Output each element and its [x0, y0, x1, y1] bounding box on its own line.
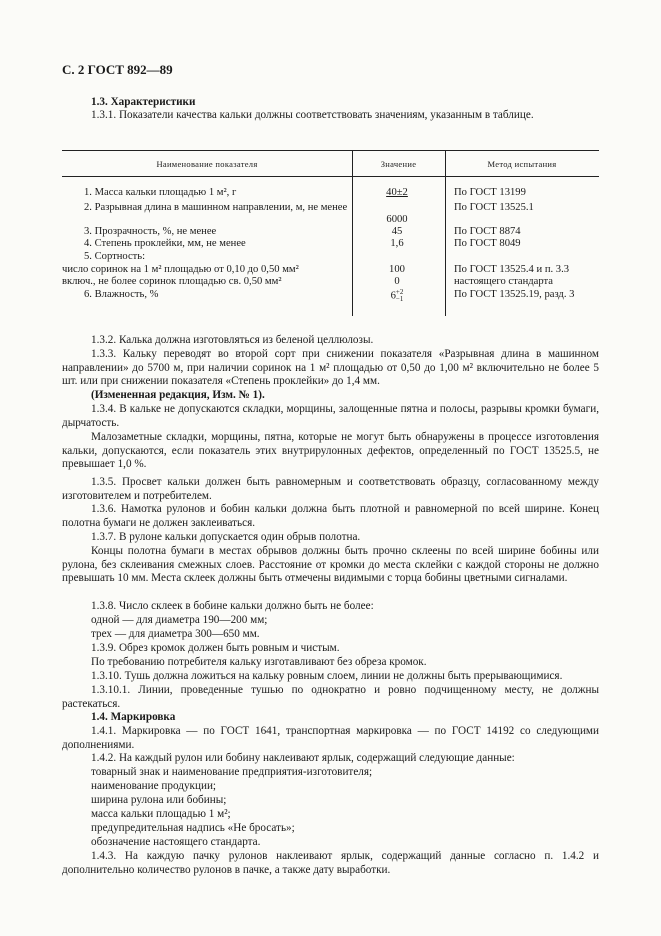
section-title-characteristics: 1.3. Характеристики [91, 96, 196, 108]
paragraph-1-3-1: 1.3.1. Показатели качества кальки должны соответствовать значениям, указанным в таблице. [91, 109, 534, 121]
paragraph-1-3-9-cont: По требованию потребителя кальку изготавливают без обреза кромок. [91, 656, 427, 668]
label-item: ширина рулона или бобины; [91, 794, 227, 806]
paragraph-1-3-7-cont: Концы полотна бумаги в местах обрывов должны быть прочно склеены по всей ширине бобины или рулона, без склеивания смежных слоев. Расстояние от кромки до места склейки с каждой стороны не должно превышать 10 мм. Места склеек должны быть отмечены видимыми с торца бобины цветными сигналами. [62, 545, 599, 585]
moisture-tolerance-minus: −1 [395, 295, 404, 303]
table-row-2-method: По ГОСТ 13525.1 [454, 202, 534, 213]
label-item: обозначение настоящего стандарта. [91, 836, 261, 848]
table-row-5b-method: настоящего стандарта [454, 276, 553, 287]
label-item: масса кальки площадью 1 м²; [91, 808, 231, 820]
table-header-method: Метод испытания [487, 159, 557, 169]
moisture-tolerance-plus: +2 [395, 288, 404, 296]
table-row-4-name: 4. Степень проклейки, мм, не менее [84, 238, 246, 249]
paragraph-1-3-9: 1.3.9. Обрез кромок должен быть ровным и чистым. [91, 642, 340, 654]
table-row-5a-name: число соринок на 1 м² площадью от 0,10 до 0,50 мм² [62, 264, 299, 275]
table-row-5-name: 5. Сортность: [84, 251, 146, 262]
table-row-1-value: 40±2 [386, 187, 408, 198]
table-header-value: Значение [380, 159, 417, 169]
paragraph-1-3-10-1: 1.3.10.1. Линии, проведенные тушью по однократно и ровно подчищенному месту, не должны растекаться. [62, 684, 599, 710]
table-row-5a-method: По ГОСТ 13525.4 и п. 3.3 [454, 264, 570, 275]
section-title-marking: 1.4. Маркировка [91, 711, 176, 723]
moisture-tolerance [396, 289, 403, 303]
paragraph-1-3-7: 1.3.7. В рулоне кальки допускается один обрыв полотна. [91, 531, 361, 543]
paragraph-1-4-2: 1.4.2. На каждый рулон или бобину наклеивают ярлык, содержащий следующие данные: [91, 752, 515, 764]
paragraph-1-3-4-cont: Малозаметные складки, морщины, пятна, которые не могут быть обнаружены в процессе изготовления кальки, допускаются, если показатель этих внутрирулонных дефектов, определенный по ГОСТ 13525.5, не превышает 1,0 %. [62, 431, 599, 471]
paragraph-1-3-5: 1.3.5. Просвет кальки должен быть равномерным и соответствовать образцу, согласованному между изготовителем и потребителем. [62, 476, 599, 502]
paragraph-1-3-8-a: одной — для диаметра 190—200 мм; [91, 614, 268, 626]
table-row-6-method: По ГОСТ 13525.19, разд. 3 [454, 289, 575, 300]
label-item: предупредительная надпись «Не бросать»; [91, 822, 295, 834]
paragraph-1-3-2: 1.3.2. Калька должна изготовляться из беленой целлюлозы. [91, 334, 374, 346]
table-row-3-name: 3. Прозрачность, %, не менее [84, 226, 217, 237]
paragraph-1-4-3: 1.4.3. На каждую пачку рулонов наклеивают ярлык, содержащий данные согласно п. 1.4.2 и дополнительно количество рулонов в пачке, а также дату выработки. [62, 850, 599, 876]
table-top-rule [62, 150, 599, 151]
table-col-divider [445, 150, 446, 316]
page-header: С. 2 ГОСТ 892—89 [62, 62, 173, 77]
table-row-6-value [352, 289, 442, 303]
table-row-5b-name: включ., не более соринок площадью св. 0,50 мм² [62, 276, 282, 287]
table-header-name: Наименование показателя [156, 159, 258, 169]
paragraph-1-3-8: 1.3.8. Число склеек в бобине кальки должно быть не более: [91, 600, 374, 612]
table-row-5b-value: 0 [394, 276, 400, 287]
table-row-2-name: 2. Разрывная длина в машинном направлении, м, не менее [84, 202, 348, 213]
paragraph-1-3-4: 1.3.4. В кальке не допускаются складки, морщины, залощенные пятна и полосы, разрывы кромки бумаги, дырчатость. [62, 403, 599, 429]
label-item: товарный знак и наименование предприятия-изготовителя; [91, 766, 373, 778]
table-header-rule [62, 176, 599, 177]
table-row-1-method: По ГОСТ 13199 [454, 187, 526, 198]
table-row-3-method: По ГОСТ 8874 [454, 226, 521, 237]
table-row-4-value: 1,6 [390, 238, 404, 249]
label-item: наименование продукции; [91, 780, 217, 792]
paragraph-1-4-1: 1.4.1. Маркировка — по ГОСТ 1641, транспортная маркировка — по ГОСТ 14192 со следующими дополнениями. [62, 725, 599, 751]
paragraph-1-3-8-b: трех — для диаметра 300—650 мм. [91, 628, 260, 640]
table-row-1-name: 1. Масса кальки площадью 1 м², г [84, 187, 237, 198]
table-row-2-value: 6000 [386, 214, 408, 225]
moisture-value: 6 [390, 290, 396, 302]
table-row-6-name: 6. Влажность, % [84, 289, 159, 300]
paragraph-1-3-3: 1.3.3. Кальку переводят во второй сорт при снижении показателя «Разрывная длина в машинном направлении» до 5700 м, при наличии соринок на 1 м² площадью от 0,50 до 1,00 м² включительно не более 5 шт. или при снижении показателя «Степень проклейки» до 1,4 мм. [62, 348, 599, 388]
table-row-4-method: По ГОСТ 8049 [454, 238, 521, 249]
table-row-3-value: 45 [391, 226, 403, 237]
paragraph-1-3-10: 1.3.10. Тушь должна ложиться на кальку ровным слоем, линии не должны быть прерывающимися. [91, 670, 563, 682]
table-row-5a-value: 100 [389, 264, 405, 275]
edition-note: (Измененная редакция, Изм. № 1). [91, 389, 265, 401]
paragraph-1-3-6: 1.3.6. Намотка рулонов и бобин кальки должна быть плотной и равномерной по всей ширине. Конец полотна бумаги не должен заклеиваться. [62, 503, 599, 529]
quality-table [62, 150, 599, 320]
